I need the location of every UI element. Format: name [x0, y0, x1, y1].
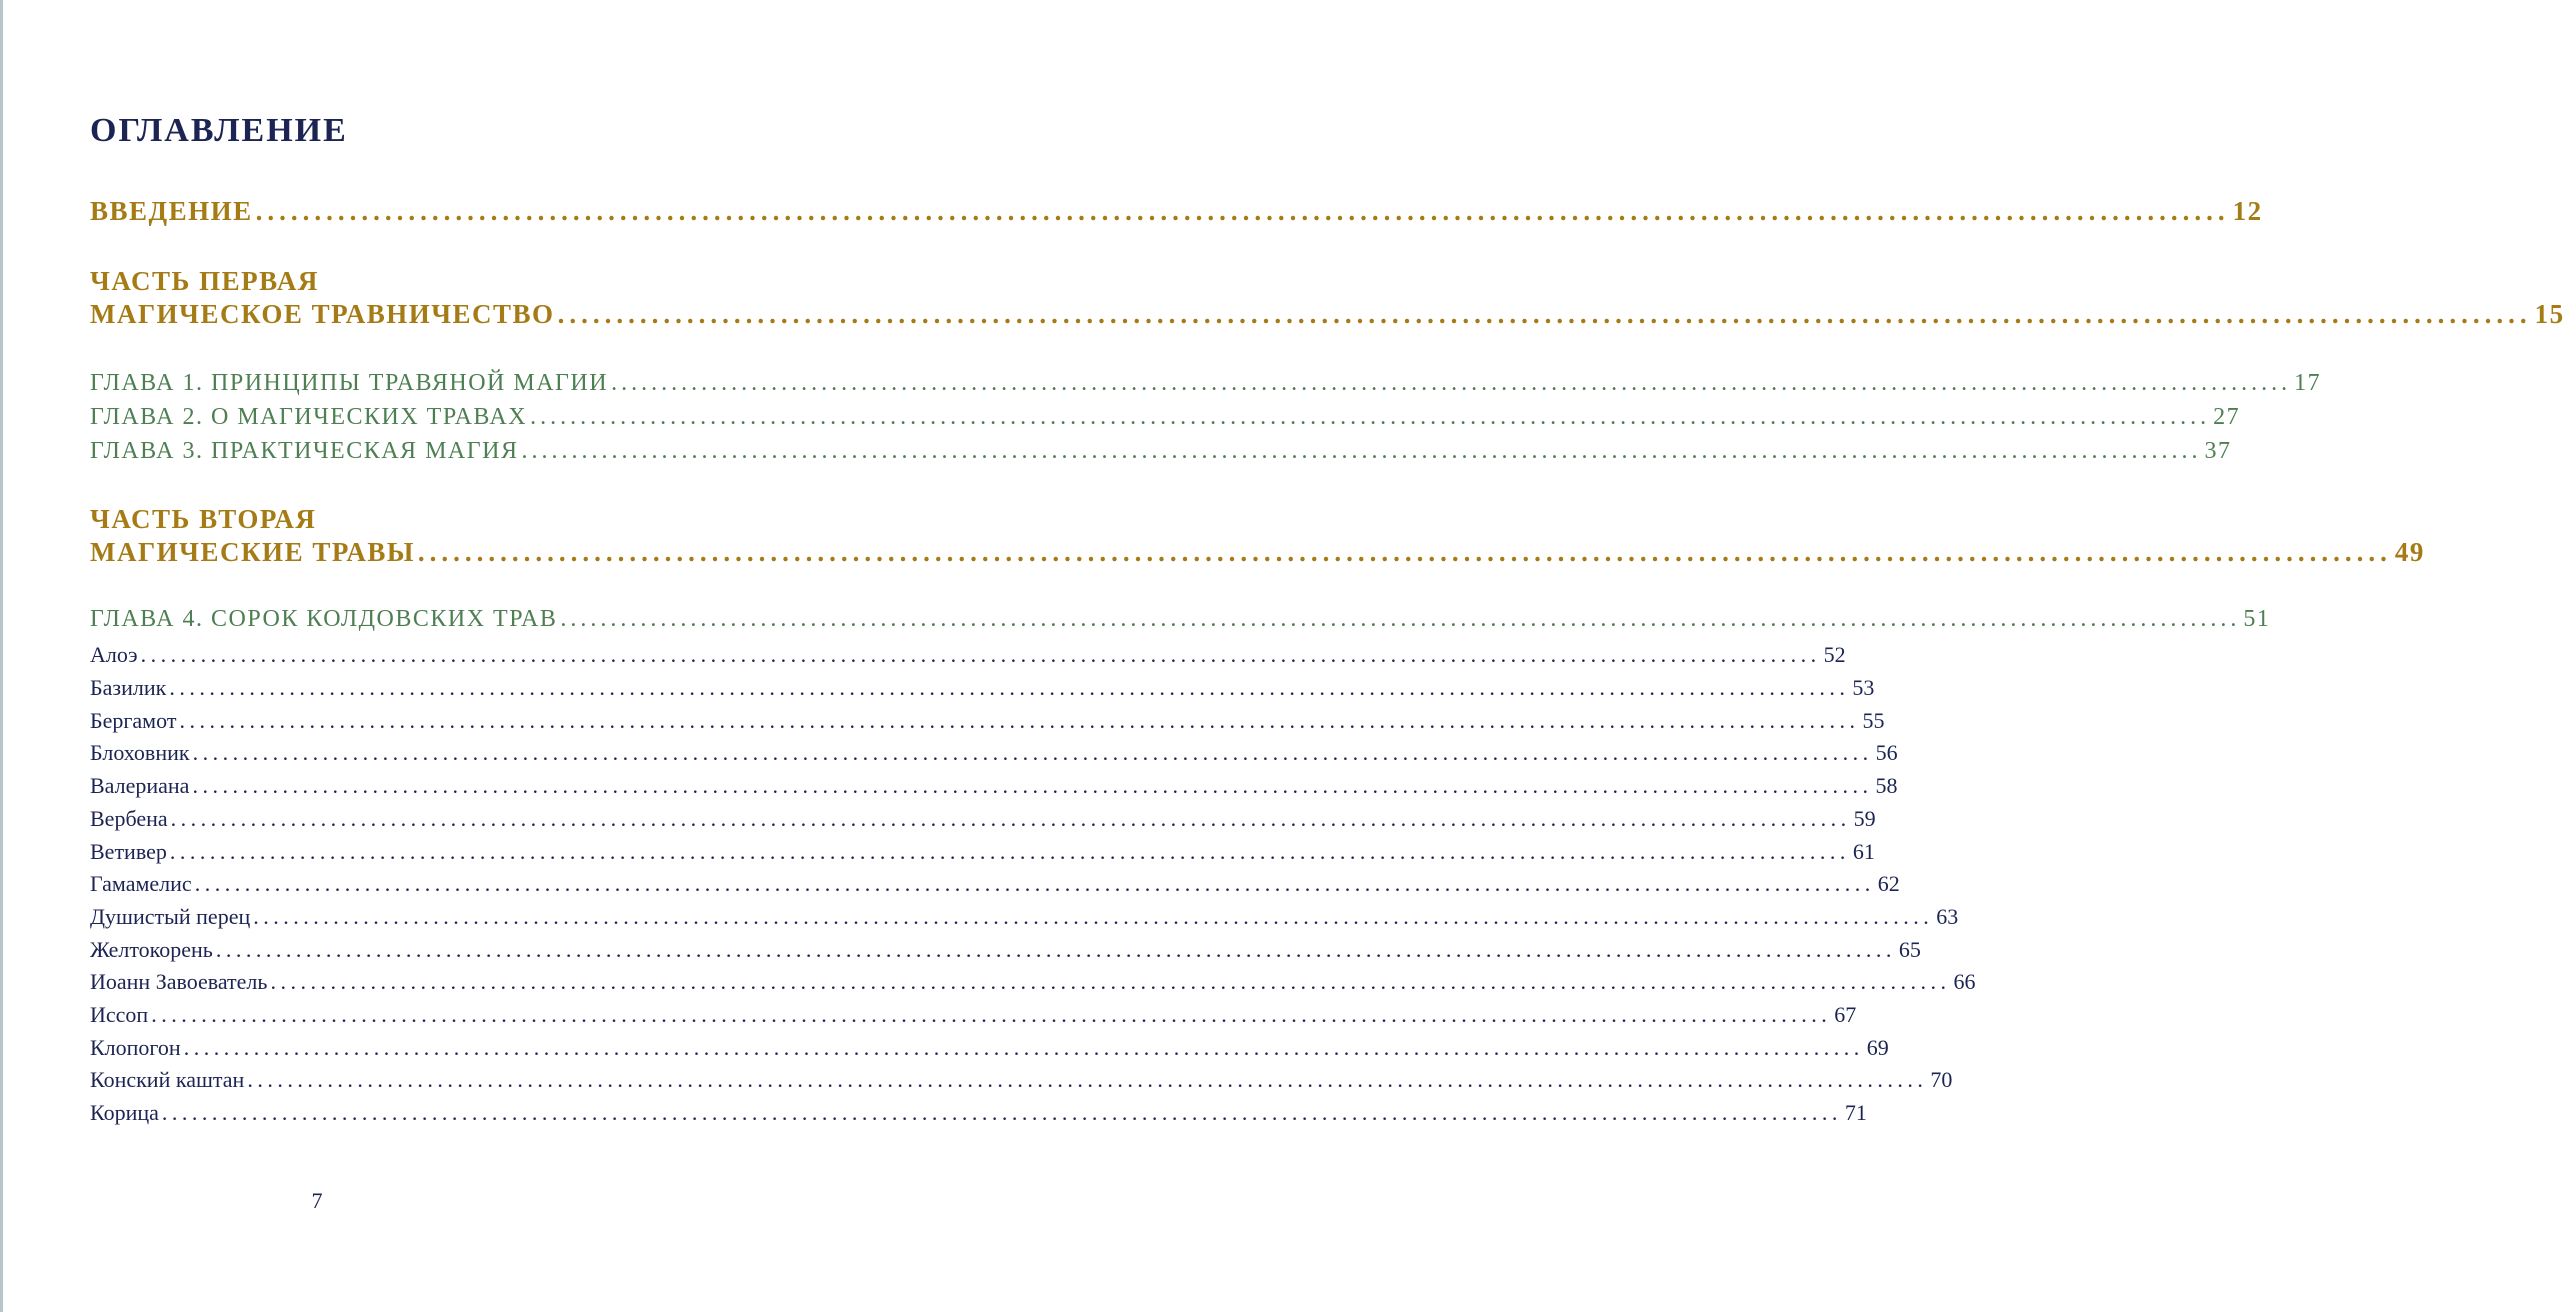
dot-leader: ........................................................................................................................................................................ — [530, 404, 2211, 430]
dot-leader: ........................................................................................................................................................................ — [192, 740, 1873, 765]
toc-entry-part-two[interactable] — [90, 537, 2425, 568]
entry-page: 37 — [2204, 438, 2232, 464]
entry-label: Желтокорень — [90, 937, 213, 962]
toc-entry-herb[interactable] — [90, 773, 1898, 799]
toc-heading: ОГЛАВЛЕНИЕ — [90, 112, 348, 149]
dot-leader: ........................................................................................................................................................................ — [255, 196, 2230, 226]
toc-entry-herb[interactable] — [90, 675, 1875, 701]
dot-leader: ........................................................................................................................................................................ — [192, 773, 1873, 798]
entry-label: Блоховник — [90, 740, 190, 765]
entry-page: 55 — [1862, 708, 1885, 733]
entry-page: 63 — [1936, 904, 1959, 929]
entry-label: Гамамелис — [90, 871, 192, 896]
entry-page: 61 — [1852, 839, 1875, 864]
entry-page: 56 — [1875, 740, 1898, 765]
entry-label: Иоанн Завоеватель — [90, 969, 268, 994]
toc-entry-herb[interactable] — [90, 904, 1959, 930]
entry-page: 51 — [2243, 606, 2271, 632]
toc-entry-part-one[interactable] — [90, 299, 2565, 330]
dot-leader: ........................................................................................................................................................................ — [151, 1002, 1832, 1027]
toc-entry-herb[interactable] — [90, 708, 1885, 734]
entry-page: 62 — [1877, 871, 1900, 896]
toc-entry-chapter-4[interactable] — [90, 606, 2271, 633]
dot-leader: ........................................................................................................................................................................ — [611, 370, 2292, 396]
dot-leader: ........................................................................................................................................................................ — [169, 839, 1850, 864]
toc-entry-chapter-3[interactable] — [90, 438, 2232, 465]
entry-page: 53 — [1852, 675, 1875, 700]
toc-entry-herb[interactable] — [90, 839, 1875, 865]
part-one-title: ЧАСТЬ ПЕРВАЯ — [90, 266, 319, 296]
entry-label: МАГИЧЕСКОЕ ТРАВНИЧЕСТВО — [90, 299, 555, 329]
entry-label: Душистый перец — [90, 904, 251, 929]
entry-label: ГЛАВА 2. О МАГИЧЕСКИХ ТРАВАХ — [90, 404, 528, 430]
dot-leader: ........................................................................................................................................................................ — [169, 675, 1850, 700]
entry-page: 59 — [1853, 806, 1876, 831]
toc-entry-herb[interactable] — [90, 1100, 1867, 1126]
dot-leader: ........................................................................................................................................................................ — [161, 1100, 1842, 1125]
part-two-title: ЧАСТЬ ВТОРАЯ — [90, 504, 317, 534]
toc-entry-herb[interactable] — [90, 937, 1921, 963]
dot-leader: ........................................................................................................................................................................ — [170, 806, 1851, 831]
dot-leader: ........................................................................................................................................................................ — [521, 438, 2202, 464]
entry-label: Вербена — [90, 806, 168, 831]
dot-leader: ........................................................................................................................................................................ — [183, 1035, 1864, 1060]
entry-label: Ветивер — [90, 839, 167, 864]
toc-entry-herb[interactable] — [90, 1035, 1889, 1061]
toc-entry-herb[interactable] — [90, 806, 1876, 832]
entry-label: Корица — [90, 1100, 159, 1125]
toc-entry-chapter-1[interactable] — [90, 370, 2322, 397]
dot-leader: ........................................................................................................................................................................ — [557, 299, 2532, 329]
entry-page: 70 — [1930, 1067, 1953, 1092]
entry-page: 15 — [2534, 299, 2565, 329]
toc-entry-intro[interactable] — [90, 196, 2263, 227]
entry-label: Валериана — [90, 773, 190, 798]
entry-label: ГЛАВА 3. ПРАКТИЧЕСКАЯ МАГИЯ — [90, 438, 519, 464]
toc-entry-herb[interactable] — [90, 1002, 1857, 1028]
entry-page: 66 — [1953, 969, 1976, 994]
toc-entry-herb[interactable] — [90, 969, 1976, 995]
entry-label: Базилик — [90, 675, 167, 700]
dot-leader: ........................................................................................................................................................................ — [253, 904, 1934, 929]
entry-page: 71 — [1844, 1100, 1867, 1125]
entry-label: ВВЕДЕНИЕ — [90, 196, 253, 226]
toc-entry-herb[interactable] — [90, 740, 1898, 766]
entry-page: 27 — [2213, 404, 2241, 430]
entry-page: 65 — [1898, 937, 1921, 962]
entry-label: ГЛАВА 4. СОРОК КОЛДОВСКИХ ТРАВ — [90, 606, 558, 632]
entry-page: 58 — [1875, 773, 1898, 798]
dot-leader: ........................................................................................................................................................................ — [140, 642, 1821, 667]
toc-entry-herb[interactable] — [90, 1067, 1953, 1093]
entry-label: Конский каштан — [90, 1067, 245, 1092]
dot-leader: ........................................................................................................................................................................ — [247, 1067, 1928, 1092]
dot-leader: ........................................................................................................................................................................ — [194, 871, 1875, 896]
toc-entry-herb[interactable] — [90, 871, 1900, 897]
toc-entry-chapter-2[interactable] — [90, 404, 2241, 431]
dot-leader: ........................................................................................................................................................................ — [270, 969, 1951, 994]
entry-label: МАГИЧЕСКИЕ ТРАВЫ — [90, 537, 415, 567]
entry-page: 17 — [2294, 370, 2322, 396]
entry-page: 69 — [1866, 1035, 1889, 1060]
page-number: 7 — [311, 1188, 323, 1213]
page-edge — [0, 0, 3, 1312]
entry-page: 52 — [1823, 642, 1846, 667]
entry-label: Алоэ — [90, 642, 138, 667]
dot-leader: ........................................................................................................................................................................ — [179, 708, 1860, 733]
entry-page: 12 — [2232, 196, 2263, 226]
dot-leader: ........................................................................................................................................................................ — [417, 537, 2392, 567]
entry-page: 49 — [2394, 537, 2425, 567]
toc-entry-herb[interactable] — [90, 642, 1846, 668]
entry-page: 67 — [1834, 1002, 1857, 1027]
dot-leader: ........................................................................................................................................................................ — [560, 606, 2241, 632]
entry-label: Бергамот — [90, 708, 177, 733]
entry-label: Клопогон — [90, 1035, 181, 1060]
entry-label: Иссоп — [90, 1002, 149, 1027]
entry-label: ГЛАВА 1. ПРИНЦИПЫ ТРАВЯНОЙ МАГИИ — [90, 370, 609, 396]
dot-leader: ........................................................................................................................................................................ — [215, 937, 1896, 962]
